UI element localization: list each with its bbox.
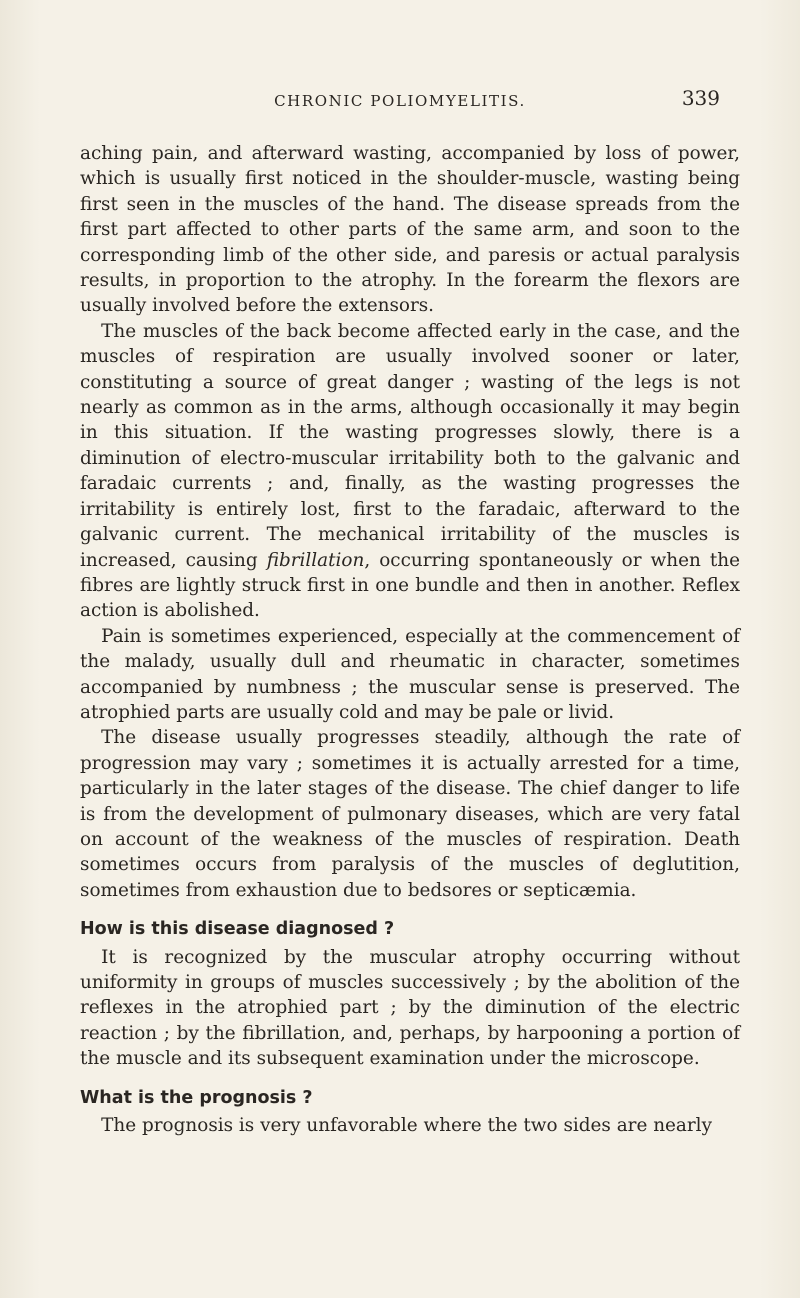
question-heading: What is the prognosis ? — [80, 1087, 313, 1108]
paragraph-text: , occurring spontaneously or when the fibres are lightly struck first in one bundle and then in another. Reflex action is abolished. — [80, 549, 740, 622]
paragraph: The disease usually progresses steadily, although the rate of progression may vary ; sometimes it is actually arrested for a time, particularly in the later stages of the disease. The chief danger to life is from the development of pulmonary diseases, which are very fatal on account of the weakness of the muscles of respiration. Death sometimes occurs from paralysis of the muscles of deglutition, sometimes from exhaustion due to bedsores or septicæmia. — [80, 727, 740, 901]
body-text — [80, 141, 740, 1138]
paragraph — [80, 319, 740, 624]
running-title: CHRONIC POLIOMYELITIS. — [274, 92, 526, 110]
question-heading: How is this disease diagnosed ? — [80, 919, 395, 940]
paragraph: The prognosis is very unfavorable where the two sides are nearly — [101, 1115, 712, 1137]
italic-term: fibrillation — [266, 549, 365, 571]
paragraph-text: The muscles of the back become affected early in the case, and the muscles of respiration are usually involved sooner or later, constituting a source of great danger ; wasting of the legs is not nearly as common as in the arms, although occasionally it may begin in this situation. If the wasting progresses slowly, there is a diminution of electro-muscular irritability both to the galvanic and faradaic currents ; and, finally, as the wasting progresses the irritability is entirely lost, first to the faradaic, afterward to the galvanic current. The mechanical irritability of the muscles is increased, causing — [80, 320, 740, 571]
paragraph: aching pain, and afterward wasting, accompanied by loss of power, which is usually first noticed in the shoulder-muscle, wasting being first seen in the muscles of the hand. The disease spreads from the first part affected to other parts of the same arm, and soon to the corresponding limb of the other side, and paresis or actual paralysis results, in proportion to the atrophy. In the forearm the flexors are usually involved before the extensors. — [80, 143, 740, 317]
paragraph: It is recognized by the muscular atrophy occurring without uniformity in groups of muscles successively ; by the abolition of the reflexes in the atrophied part ; by the diminution of the electric reaction ; by the fibrillation, and, perhaps, by harpooning a portion of the muscle and its subsequent examination under the microscope. — [80, 946, 740, 1070]
paragraph: Pain is sometimes experienced, especially at the commencement of the malady, usually dull and rheumatic in character, sometimes accompanied by numbness ; the muscular sense is preserved. The atrophied parts are usually cold and may be pale or livid. — [80, 625, 740, 723]
running-head — [80, 86, 720, 112]
page-number: 339 — [681, 86, 720, 110]
